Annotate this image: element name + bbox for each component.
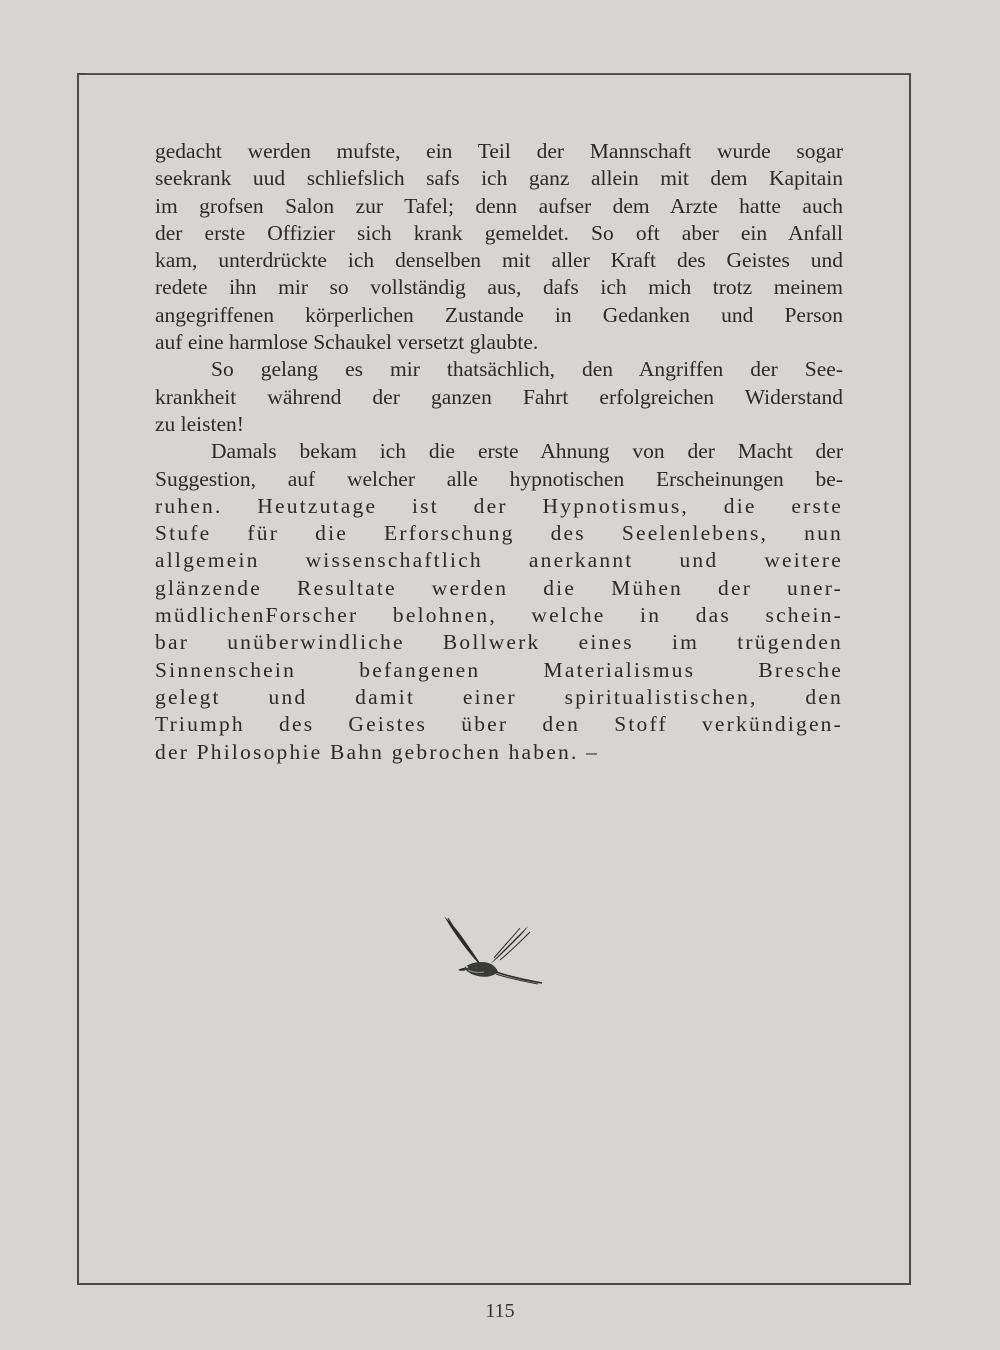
text-line: kam, unterdrückte ich denselben mit aller Kraft des Geistes und <box>155 248 843 273</box>
text-line: redete ihn mir so vollständig aus, dafs ich mich trotz meinem <box>155 275 843 300</box>
text-line: im grofsen Salon zur Tafel; denn aufser dem Arzte hatte auch <box>155 193 843 218</box>
text-line: seekrank uud schliefslich safs ich ganz allein mit dem Kapitain <box>155 166 843 191</box>
text-line: auf eine harmlose Schaukel versetzt glaubte. <box>155 330 539 355</box>
text-line: Stufe für die Erforschung des Seelenlebens, nun <box>155 521 843 546</box>
swallow-ornament-icon <box>442 912 544 990</box>
page-number: 115 <box>485 1300 515 1322</box>
text-line: krankheit während der ganzen Fahrt erfolgreichen Widerstand <box>155 384 843 409</box>
text-line: der erste Offizier sich krank gemeldet. So oft aber ein Anfall <box>155 220 843 245</box>
text-line: Sinnenschein befangenen Materialismus Bresche <box>155 657 843 682</box>
text-line: zu leisten! <box>155 411 244 436</box>
text-line: So gelang es mir thatsächlich, den Angriffen der See- <box>211 357 843 382</box>
text-line: gedacht werden mufste, ein Teil der Mannschaft wurde sogar <box>155 139 843 163</box>
text-line: gelegt und damit einer spiritualistischen, den <box>155 684 843 709</box>
text-line: bar unüberwindliche Bollwerk eines im trügenden <box>155 630 843 655</box>
text-line: Damals bekam ich die erste Ahnung von der Macht der <box>211 439 843 464</box>
text-line: angegriffenen körperlichen Zustande in Gedanken und Person <box>155 302 843 327</box>
text-line: der Philosophie Bahn gebrochen haben. – <box>155 739 600 764</box>
body-text <box>155 138 843 766</box>
text-line: müdlichenForscher belohnen, welche in das schein- <box>155 603 843 628</box>
text-line: glänzende Resultate werden die Mühen der uner- <box>155 575 843 600</box>
text-line: Suggestion, auf welcher alle hypnotischen Erscheinungen be- <box>155 466 843 491</box>
text-line: allgemein wissenschaftlich anerkannt und weitere <box>155 548 843 573</box>
text-line: ruhen. Heutzutage ist der Hypnotismus, die erste <box>155 493 843 518</box>
text-line: Triumph des Geistes über den Stoff verkündigen- <box>155 712 843 737</box>
